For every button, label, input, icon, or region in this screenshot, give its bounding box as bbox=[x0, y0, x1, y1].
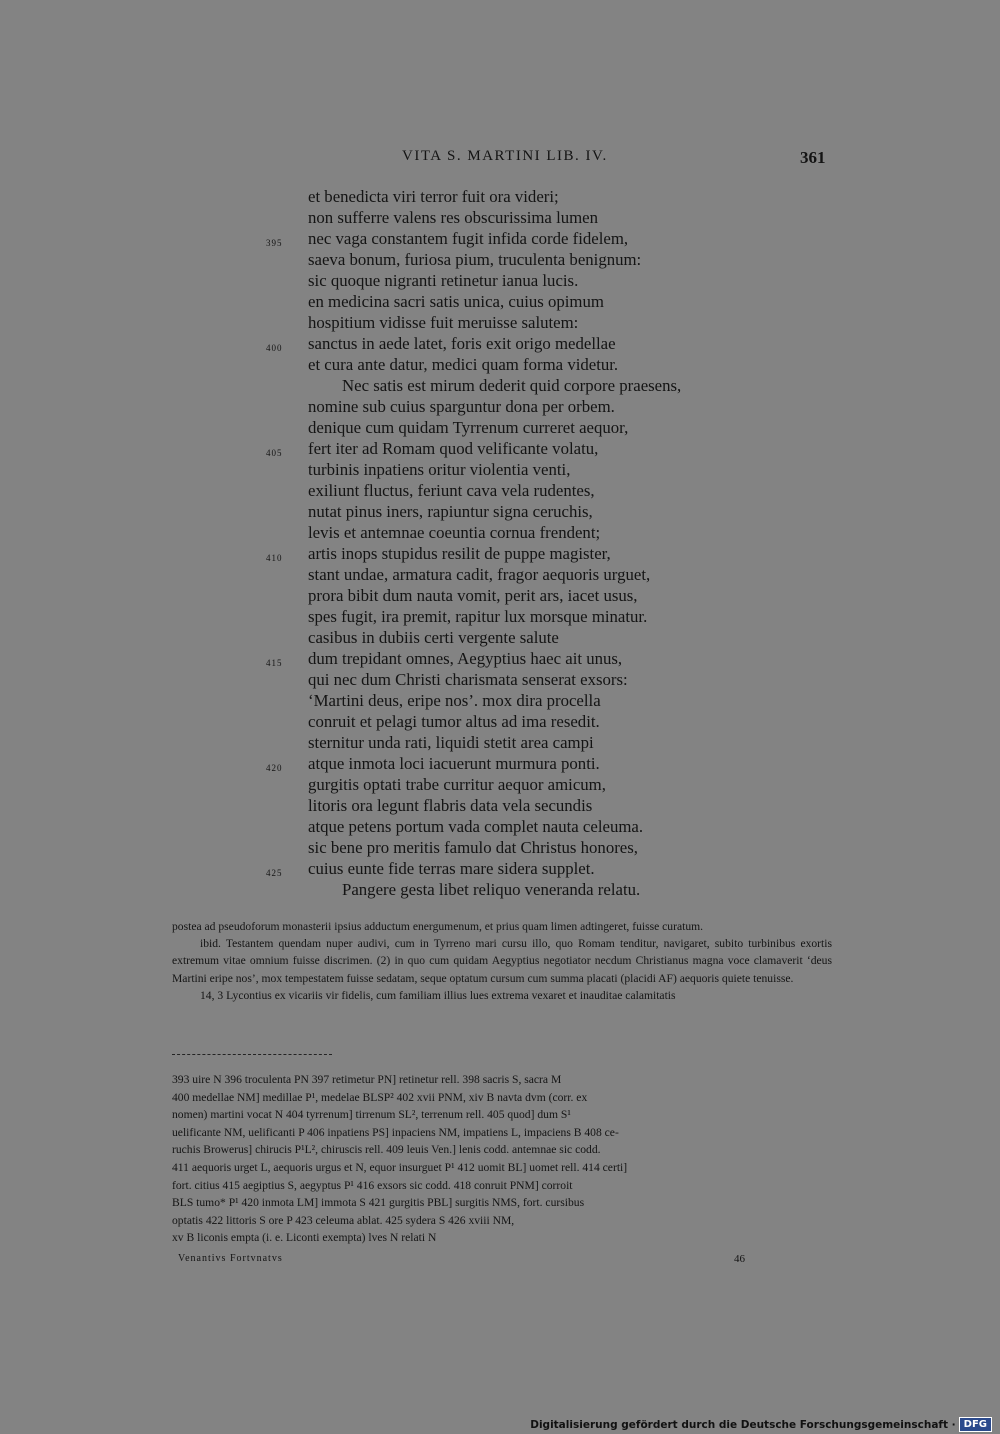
verse-line bbox=[308, 501, 681, 522]
funding-text: Digitalisierung gefördert durch die Deutsche Forschungsgemeinschaft · bbox=[530, 1418, 956, 1431]
verse-number: 395 bbox=[266, 238, 283, 248]
verse-text-line: sanctus in aede latet, foris exit origo medellae bbox=[308, 334, 616, 353]
verse-text-line: et benedicta viri terror fuit ora videri; bbox=[308, 187, 559, 206]
verse-line bbox=[308, 396, 681, 417]
verse-text-line: Nec satis est mirum dederit quid corpore praesens, bbox=[342, 376, 682, 395]
verse-line bbox=[308, 837, 681, 858]
verse-text-line: prora bibit dum nauta vomit, perit ars, iacet usus, bbox=[308, 586, 638, 605]
verse-text-line: atque inmota loci iacuerunt murmura ponti. bbox=[308, 754, 600, 773]
verse-line bbox=[266, 228, 681, 249]
verse-line bbox=[308, 879, 681, 900]
verse-text-line: nutat pinus iners, rapiuntur signa ceruchis, bbox=[308, 502, 593, 521]
critical-apparatus bbox=[172, 1071, 830, 1247]
verse-text-line: litoris ora legunt flabris data vela secundis bbox=[308, 796, 593, 815]
verse-text-line: casibus in dubiis certi vergente salute bbox=[308, 628, 559, 647]
verse-line bbox=[308, 522, 681, 543]
page-number: 361 bbox=[800, 148, 826, 167]
apparatus-line: fort. citius 415 aegiptius S, aegyptus P¹ 416 exsors sic codd. 418 conruit PNM] corroit bbox=[172, 1178, 573, 1192]
verse-text-line: sternitur unda rati, liquidi stetit area campi bbox=[308, 733, 594, 752]
verse-text-line: et cura ante datur, medici quam forma videtur. bbox=[308, 355, 619, 374]
verse-line bbox=[308, 270, 681, 291]
running-head: VITA S. MARTINI LIB. IV. bbox=[402, 148, 608, 164]
verse-line bbox=[266, 858, 681, 879]
verse-text-line: sic quoque nigranti retinetur ianua lucis. bbox=[308, 271, 579, 290]
verse-line bbox=[308, 690, 681, 711]
verse-line bbox=[266, 648, 681, 669]
verse-line bbox=[308, 417, 681, 438]
verse-number: 420 bbox=[266, 763, 283, 773]
verse-text-line: ‘Martini deus, eripe nos’. mox dira procella bbox=[308, 691, 601, 710]
verse-text bbox=[266, 186, 682, 900]
verse-text-line: Pangere gesta libet reliquo veneranda relatu. bbox=[342, 880, 641, 899]
verse-text-line: conruit et pelagi tumor altus ad ima resedit. bbox=[308, 712, 600, 731]
verse-text-line: atque petens portum vada complet nauta celeuma. bbox=[308, 817, 644, 836]
verse-text-line: sic bene pro meritis famulo dat Christus honores, bbox=[308, 838, 638, 857]
apparatus-line: uelificante NM, uelificanti P 406 inpatiens PS] inpaciens NM, impatiens L, impaciens B 408 ce- bbox=[172, 1125, 619, 1139]
apparatus-line: BLS tumo* P¹ 420 inmota LM] immota S 421 gurgitis PBL] surgitis NMS, fort. cursibus bbox=[172, 1196, 585, 1210]
apparatus-line: optatis 422 littoris S ore P 423 celeuma ablat. 425 sydera S 426 xviii NM, bbox=[172, 1213, 515, 1227]
verse-text-line: spes fugit, ira premit, rapitur lux morsque minatur. bbox=[308, 607, 648, 626]
apparatus-line: 400 medellae NM] medillae P¹, medelae BLSP² 402 xvii PNM, xiv B navta dvm (corr. ex bbox=[172, 1090, 588, 1104]
verse-text-line: dum trepidant omnes, Aegyptius haec ait unus, bbox=[308, 649, 623, 668]
verse-text-line: non sufferre valens res obscurissima lumen bbox=[308, 208, 599, 227]
verse-text-line: gurgitis optati trabe curritur aequor amicum, bbox=[308, 775, 606, 794]
verse-text-line: nomine sub cuius sparguntur dona per orbem. bbox=[308, 397, 615, 416]
verse-text-line: turbinis inpatiens oritur violentia venti, bbox=[308, 460, 571, 479]
verse-line bbox=[308, 816, 681, 837]
verse-line bbox=[308, 627, 681, 648]
verse-text-line: saeva bonum, furiosa pium, truculenta benignum: bbox=[308, 250, 642, 269]
verse-line bbox=[308, 669, 681, 690]
commentary-paragraph: postea ad pseudoforum monasterii ipsius adductum energumenum, et prius quam limen adtingeret, fuisse curatum. bbox=[172, 920, 704, 933]
verse-line bbox=[308, 606, 681, 627]
verse-line bbox=[308, 186, 681, 207]
verse-number: 400 bbox=[266, 343, 283, 353]
verse-text-line: qui nec dum Christi charismata senserat exsors: bbox=[308, 670, 628, 689]
apparatus-line: 393 uire N 396 troculenta PN 397 retimetur PN] retinetur rell. 398 sacris S, sacra M bbox=[172, 1073, 562, 1086]
apparatus-line: 411 aequoris urget L, aequoris urgus et N, equor insurguet P¹ 412 uomit BL] uomet rell. 414 certi] bbox=[172, 1160, 628, 1174]
apparatus-line: ruchis Browerus] chirucis P¹L², chiruscis rell. 409 leuis Ven.] lenis codd. antemnae sic codd. bbox=[172, 1143, 601, 1157]
footer-author: Venantivs Fortvnatvs bbox=[178, 1253, 283, 1264]
verse-line bbox=[266, 333, 681, 354]
verse-line bbox=[308, 774, 681, 795]
verse-line bbox=[308, 480, 681, 501]
verse-line bbox=[308, 795, 681, 816]
verse-line bbox=[308, 459, 681, 480]
apparatus-line: xv B liconis empta (i. e. Liconti exempta) lves N relati N bbox=[172, 1231, 437, 1245]
verse-text-line: levis et antemnae coeuntia cornua frendent; bbox=[308, 523, 601, 542]
verse-text-line: artis inops stupidus resilit de puppe magister, bbox=[308, 544, 611, 563]
verse-line bbox=[266, 543, 681, 564]
verse-line bbox=[308, 585, 681, 606]
verse-line bbox=[308, 732, 681, 753]
verse-text-line: fert iter ad Romam quod velificante volatu, bbox=[308, 439, 599, 458]
verse-text-line: exiliunt fluctus, feriunt cava vela rudentes, bbox=[308, 481, 595, 500]
verse-line bbox=[308, 354, 681, 375]
commentary-notes bbox=[172, 918, 832, 1004]
verse-line bbox=[266, 438, 681, 459]
verse-text-line: hospitium vidisse fuit meruisse salutem: bbox=[308, 313, 579, 332]
verse-number: 415 bbox=[266, 658, 283, 668]
verse-line bbox=[308, 564, 681, 585]
verse-line bbox=[308, 249, 681, 270]
verse-text-line: stant undae, armatura cadit, fragor aequoris urguet, bbox=[308, 565, 651, 584]
verse-line bbox=[308, 312, 681, 333]
verse-text-line: nec vaga constantem fugit infida corde fidelem, bbox=[308, 229, 629, 248]
footnote-divider bbox=[172, 1054, 332, 1055]
verse-line bbox=[308, 291, 681, 312]
sheet-signature: 46 bbox=[734, 1253, 745, 1265]
verse-text-line: cuius eunte fide terras mare sidera supplet. bbox=[308, 859, 595, 878]
funding-notice bbox=[530, 1417, 992, 1432]
verse-line bbox=[308, 207, 681, 228]
verse-number: 425 bbox=[266, 868, 283, 878]
dfg-logo: DFG bbox=[959, 1417, 992, 1432]
apparatus-line: nomen) martini vocat N 404 tyrrenum] tirrenum SL², terrenum rell. 405 quod] dum S¹ bbox=[172, 1108, 571, 1122]
verse-number: 410 bbox=[266, 553, 283, 563]
verse-line bbox=[308, 711, 681, 732]
verse-line bbox=[266, 753, 681, 774]
commentary-paragraph: 14, 3 Lycontius ex vicariis vir fidelis, cum familiam illius lues extrema vexaret et inauditae calamitatis bbox=[200, 988, 676, 1002]
verse-line bbox=[308, 375, 681, 396]
commentary-paragraph: ibid. Testantem quendam nuper audivi, cum in Tyrreno mari cursu illo, quo Romam tenditur, navigaret, subito turbinibus exortis extremum vitae omnium fuisse discrimen. (2) in quo cum quidam Aegyptius negotiator necdum Christianus magna voce clamaverit ‘deus Martini eripe nos’, mox tempestatem fuisse sedatam, seque optatum cursum cum summa placati (placidi AF) aequoris quiete tenuisse. bbox=[172, 937, 832, 985]
verse-text-line: en medicina sacri satis unica, cuius opimum bbox=[308, 292, 604, 311]
verse-text-line: denique cum quidam Tyrrenum curreret aequor, bbox=[308, 418, 629, 437]
verse-number: 405 bbox=[266, 448, 283, 458]
